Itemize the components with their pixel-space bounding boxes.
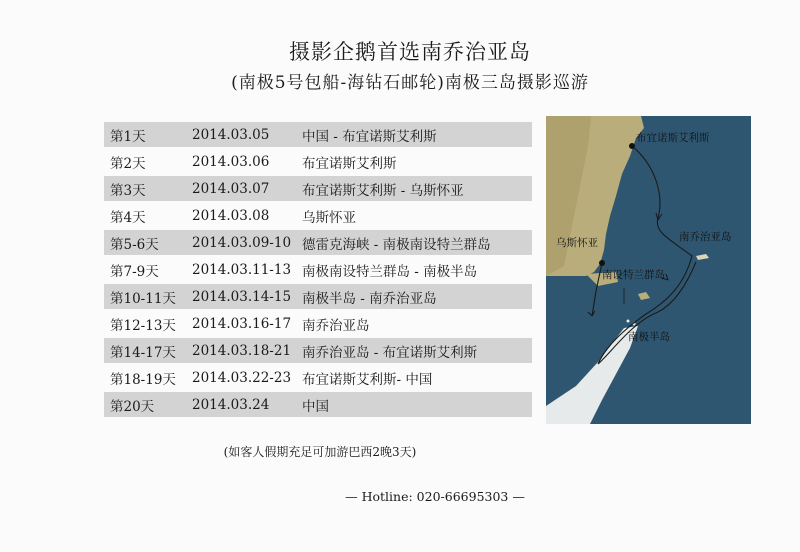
itinerary-row bbox=[104, 230, 532, 255]
itinerary-route: 布宜诺斯艾利斯- 中国 bbox=[302, 371, 433, 388]
itinerary-row bbox=[104, 257, 532, 282]
itinerary-table bbox=[104, 120, 532, 419]
itinerary-row bbox=[104, 392, 532, 417]
itinerary-row bbox=[104, 176, 532, 201]
itinerary-date: 2014.03.18-21 bbox=[192, 338, 302, 363]
itinerary-day: 第18-19天 bbox=[110, 371, 176, 388]
itinerary-date: 2014.03.08 bbox=[192, 207, 270, 224]
map-label-ushuaia: 乌斯怀亚 bbox=[556, 237, 598, 249]
itinerary-date: 2014.03.22-23 bbox=[192, 369, 292, 386]
itinerary-date: 2014.03.11-13 bbox=[192, 261, 292, 278]
itinerary-date: 2014.03.14-15 bbox=[192, 284, 302, 309]
itinerary-day: 第12-13天 bbox=[110, 317, 176, 334]
itinerary-row bbox=[104, 203, 532, 228]
itinerary-date: 2014.03.06 bbox=[192, 153, 270, 170]
itinerary-day: 第20天 bbox=[104, 392, 192, 417]
itinerary-row bbox=[104, 149, 532, 174]
itinerary-date: 2014.03.16-17 bbox=[192, 315, 292, 332]
itinerary-route: 德雷克海峡 - 南极南设特兰群岛 bbox=[302, 230, 532, 255]
shetland-islet bbox=[627, 320, 630, 323]
itinerary-day: 第7-9天 bbox=[110, 263, 159, 280]
itinerary-route: 南极半岛 - 南乔治亚岛 bbox=[302, 284, 532, 309]
itinerary-route: 南极南设特兰群岛 - 南极半岛 bbox=[302, 263, 478, 280]
map-label-antarctic-peninsula: 南极半岛 bbox=[628, 331, 670, 343]
itinerary-day: 第10-11天 bbox=[104, 284, 192, 309]
extension-note: (如客人假期充足可加游巴西2晚3天) bbox=[223, 445, 417, 459]
itinerary-row bbox=[104, 284, 532, 309]
map-label-south-shetland: 南设特兰群岛 bbox=[602, 269, 665, 281]
ushuaia-marker bbox=[599, 260, 605, 266]
itinerary-row bbox=[104, 311, 532, 336]
itinerary-route: 布宜诺斯艾利斯 - 乌斯怀亚 bbox=[302, 176, 532, 201]
itinerary-route: 乌斯怀亚 bbox=[302, 209, 356, 226]
itinerary-day: 第3天 bbox=[104, 176, 192, 201]
itinerary-route: 中国 bbox=[302, 392, 532, 417]
buenos-aires-marker bbox=[629, 143, 635, 149]
itinerary-day: 第2天 bbox=[110, 155, 146, 172]
itinerary-day: 第4天 bbox=[110, 209, 146, 226]
page-subtitle: (南极5号包船-海钻石邮轮)南极三岛摄影巡游 bbox=[231, 73, 589, 93]
itinerary-route: 南乔治亚岛 bbox=[302, 317, 370, 334]
page-title: 摄影企鹅首选南乔治亚岛 bbox=[289, 40, 531, 64]
itinerary-row bbox=[104, 365, 532, 390]
map-label-buenos-aires: 布宜诺斯艾利斯 bbox=[636, 132, 710, 144]
itinerary-date: 2014.03.07 bbox=[192, 176, 302, 201]
itinerary-date: 2014.03.09-10 bbox=[192, 230, 302, 255]
itinerary-day: 第1天 bbox=[104, 122, 192, 147]
route-map bbox=[546, 116, 751, 424]
itinerary-route: 南乔治亚岛 - 布宜诺斯艾利斯 bbox=[302, 338, 532, 363]
itinerary-date: 2014.03.24 bbox=[192, 392, 302, 417]
itinerary-row bbox=[104, 338, 532, 363]
itinerary-route: 中国 - 布宜诺斯艾利斯 bbox=[302, 122, 532, 147]
itinerary-date: 2014.03.05 bbox=[192, 122, 302, 147]
itinerary-route: 布宜诺斯艾利斯 bbox=[302, 155, 397, 172]
itinerary-day: 第14-17天 bbox=[104, 338, 192, 363]
map-label-south-georgia: 南乔治亚岛 bbox=[679, 231, 732, 243]
hotline-text: — Hotline: 020-66695303 — bbox=[345, 489, 525, 504]
itinerary-row bbox=[104, 122, 532, 147]
itinerary-day: 第5-6天 bbox=[104, 230, 192, 255]
